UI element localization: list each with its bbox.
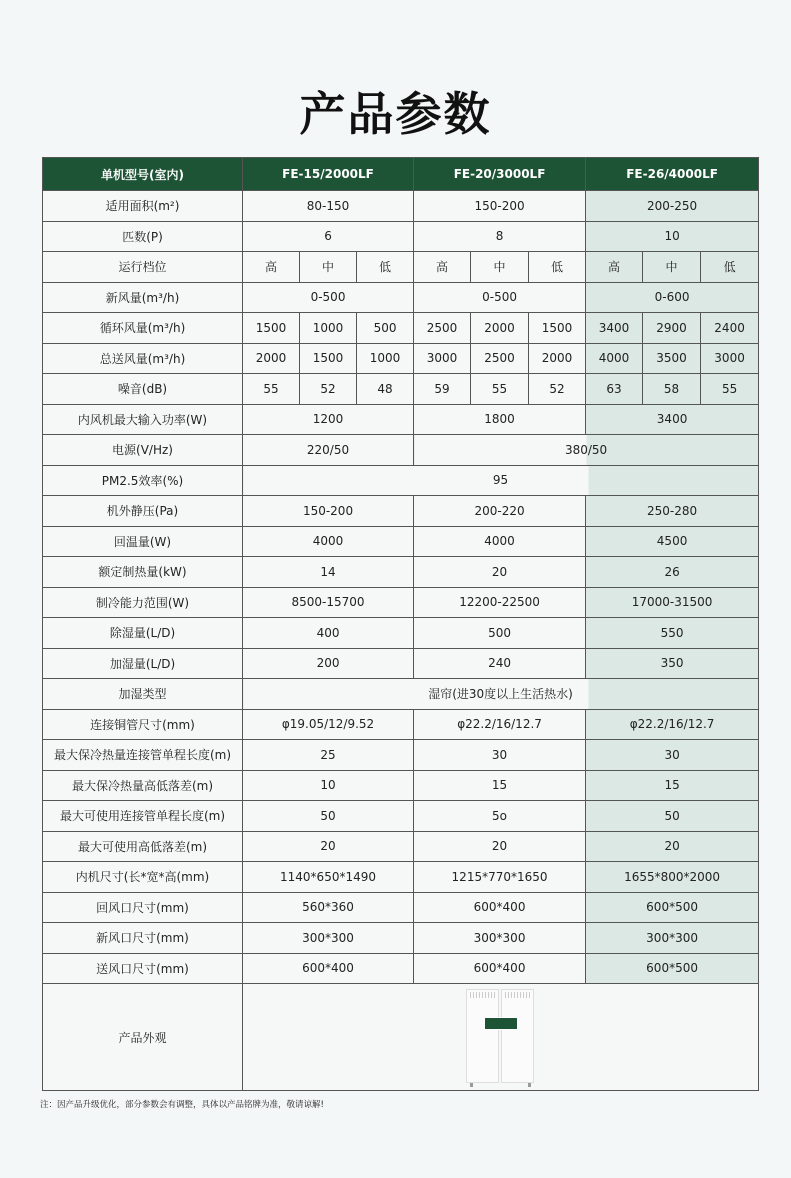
cell: 高 <box>414 252 471 283</box>
cell: 12200-22500 <box>414 587 586 618</box>
cell: 560*360 <box>243 892 414 923</box>
cell: 1655*800*2000 <box>586 862 759 893</box>
cell: 380/50 <box>414 435 759 466</box>
cell: 10 <box>243 770 414 801</box>
table-row <box>43 770 759 801</box>
row-label: 内风机最大输入功率(W) <box>43 404 243 435</box>
cell: 4000 <box>414 526 586 557</box>
cell: 300*300 <box>586 923 759 954</box>
cell: 15 <box>586 770 759 801</box>
table-row <box>43 191 759 222</box>
row-label: 除湿量(L/D) <box>43 618 243 649</box>
cell: 20 <box>586 831 759 862</box>
table-row <box>43 709 759 740</box>
cell: 300*300 <box>243 923 414 954</box>
cell: 55 <box>701 374 759 405</box>
cell: 1500 <box>529 313 586 344</box>
cell: 200-250 <box>586 191 759 222</box>
cell: 250-280 <box>586 496 759 527</box>
model-1: FE-15/2000LF <box>243 158 414 191</box>
cell: 550 <box>586 618 759 649</box>
cell: 低 <box>357 252 414 283</box>
table-row <box>43 953 759 984</box>
table-row <box>43 740 759 771</box>
table-row <box>43 252 759 283</box>
row-label: 最大可使用高低落差(m) <box>43 831 243 862</box>
cell: 26 <box>586 557 759 588</box>
table-row <box>43 984 759 1091</box>
cell: 1140*650*1490 <box>243 862 414 893</box>
cell: 350 <box>586 648 759 679</box>
cell: 30 <box>586 740 759 771</box>
row-label: 连接铜管尺寸(mm) <box>43 709 243 740</box>
row-label: 最大保冷热量高低落差(m) <box>43 770 243 801</box>
cell: 3500 <box>643 343 701 374</box>
cell: 湿帘(进30度以上生活热水) <box>243 679 759 710</box>
cell: 3000 <box>414 343 471 374</box>
cell: 1000 <box>357 343 414 374</box>
model-header-label: 单机型号(室内) <box>43 158 243 191</box>
cell: 600*500 <box>586 953 759 984</box>
cell: 600*400 <box>414 892 586 923</box>
row-label: 匹数(P) <box>43 221 243 252</box>
row-label: 电源(V/Hz) <box>43 435 243 466</box>
cell: 55 <box>471 374 529 405</box>
product-badge <box>484 1017 518 1030</box>
page-title: 产品参数 <box>299 87 492 141</box>
row-label: 送风口尺寸(mm) <box>43 953 243 984</box>
row-label: 新风量(m³/h) <box>43 282 243 313</box>
cell: 20 <box>414 557 586 588</box>
cell: 2000 <box>471 313 529 344</box>
cell: 1500 <box>243 313 300 344</box>
cell: 600*400 <box>414 953 586 984</box>
table-row <box>43 862 759 893</box>
cell: 0-500 <box>243 282 414 313</box>
table-row <box>43 618 759 649</box>
cell: 150-200 <box>414 191 586 222</box>
table-row <box>43 221 759 252</box>
table-row <box>43 526 759 557</box>
row-label: 加湿量(L/D) <box>43 648 243 679</box>
cell: 48 <box>357 374 414 405</box>
cell: 220/50 <box>243 435 414 466</box>
cell: 25 <box>243 740 414 771</box>
model-2: FE-20/3000LF <box>414 158 586 191</box>
table-row <box>43 282 759 313</box>
cell: 中 <box>643 252 701 283</box>
cell: 2000 <box>529 343 586 374</box>
cell: 高 <box>586 252 643 283</box>
cell: 5o <box>414 801 586 832</box>
row-label: 回温量(W) <box>43 526 243 557</box>
cabinet-right <box>501 989 534 1083</box>
row-label: 总送风量(m³/h) <box>43 343 243 374</box>
cell: 17000-31500 <box>586 587 759 618</box>
cell: 10 <box>586 221 759 252</box>
cell: 1200 <box>243 404 414 435</box>
cell: 600*400 <box>243 953 414 984</box>
cell: 4000 <box>243 526 414 557</box>
table-row <box>43 801 759 832</box>
table-row <box>43 892 759 923</box>
cell: 15 <box>414 770 586 801</box>
cell: 4000 <box>586 343 643 374</box>
cell: 150-200 <box>243 496 414 527</box>
table-row <box>43 343 759 374</box>
cell: 63 <box>586 374 643 405</box>
table-row <box>43 313 759 344</box>
table-row <box>43 435 759 466</box>
cell: 6 <box>243 221 414 252</box>
cell: 200 <box>243 648 414 679</box>
cell: 中 <box>300 252 357 283</box>
cell: 20 <box>414 831 586 862</box>
row-label: 额定制热量(kW) <box>43 557 243 588</box>
row-label: 适用面积(m²) <box>43 191 243 222</box>
row-label: 加湿类型 <box>43 679 243 710</box>
cell: 8500-15700 <box>243 587 414 618</box>
row-label: 运行档位 <box>43 252 243 283</box>
cell: 20 <box>243 831 414 862</box>
cell: 1800 <box>414 404 586 435</box>
cell: 0-600 <box>586 282 759 313</box>
table-row <box>43 404 759 435</box>
cabinet-left <box>466 989 499 1083</box>
model-3: FE-26/4000LF <box>586 158 759 191</box>
row-label: 制冷能力范围(W) <box>43 587 243 618</box>
cell: 95 <box>243 465 759 496</box>
footnote: 注：因产品升级优化，部分参数会有调整，具体以产品铭牌为准，敬请谅解! <box>40 1100 324 1110</box>
cell: 58 <box>643 374 701 405</box>
table-row <box>43 465 759 496</box>
cell: 2900 <box>643 313 701 344</box>
spec-table <box>42 157 759 1091</box>
cell: 52 <box>300 374 357 405</box>
table-row <box>43 923 759 954</box>
row-label: 机外静压(Pa) <box>43 496 243 527</box>
table-row <box>43 557 759 588</box>
cell: 80-150 <box>243 191 414 222</box>
cell: 3400 <box>586 404 759 435</box>
row-label: 产品外观 <box>43 984 243 1091</box>
table-row <box>43 679 759 710</box>
table-row <box>43 831 759 862</box>
row-label: 最大保冷热量连接管单程长度(m) <box>43 740 243 771</box>
row-label: 最大可使用连接管单程长度(m) <box>43 801 243 832</box>
cell: 200-220 <box>414 496 586 527</box>
header-row <box>43 158 759 191</box>
cell: 50 <box>243 801 414 832</box>
table-row <box>43 374 759 405</box>
cell: 500 <box>357 313 414 344</box>
cell: 1500 <box>300 343 357 374</box>
cell: 59 <box>414 374 471 405</box>
cell: 52 <box>529 374 586 405</box>
cell: 2400 <box>701 313 759 344</box>
row-label: PM2.5效率(%) <box>43 465 243 496</box>
table-row <box>43 496 759 527</box>
cell: 中 <box>471 252 529 283</box>
cell: 低 <box>529 252 586 283</box>
cell: φ19.05/12/9.52 <box>243 709 414 740</box>
cell: 2500 <box>471 343 529 374</box>
cell: 1000 <box>300 313 357 344</box>
cell: 3400 <box>586 313 643 344</box>
cell: 240 <box>414 648 586 679</box>
row-label: 回风口尺寸(mm) <box>43 892 243 923</box>
cell: φ22.2/16/12.7 <box>414 709 586 740</box>
cell: 30 <box>414 740 586 771</box>
cell: 55 <box>243 374 300 405</box>
table-row <box>43 648 759 679</box>
cell: 14 <box>243 557 414 588</box>
row-label: 新风口尺寸(mm) <box>43 923 243 954</box>
cell: 400 <box>243 618 414 649</box>
table-row <box>43 587 759 618</box>
row-label: 噪音(dB) <box>43 374 243 405</box>
product-image-cell <box>243 984 759 1091</box>
cell: 3000 <box>701 343 759 374</box>
cell: φ22.2/16/12.7 <box>586 709 759 740</box>
cell: 高 <box>243 252 300 283</box>
cell: 600*500 <box>586 892 759 923</box>
row-label: 循环风量(m³/h) <box>43 313 243 344</box>
cell: 4500 <box>586 526 759 557</box>
row-label: 内机尺寸(长*宽*高(mm) <box>43 862 243 893</box>
cell: 0-500 <box>414 282 586 313</box>
product-image <box>466 987 536 1087</box>
cell: 8 <box>414 221 586 252</box>
cell: 2000 <box>243 343 300 374</box>
cell: 500 <box>414 618 586 649</box>
cell: 2500 <box>414 313 471 344</box>
cell: 50 <box>586 801 759 832</box>
cell: 1215*770*1650 <box>414 862 586 893</box>
cell: 低 <box>701 252 759 283</box>
cell: 300*300 <box>414 923 586 954</box>
